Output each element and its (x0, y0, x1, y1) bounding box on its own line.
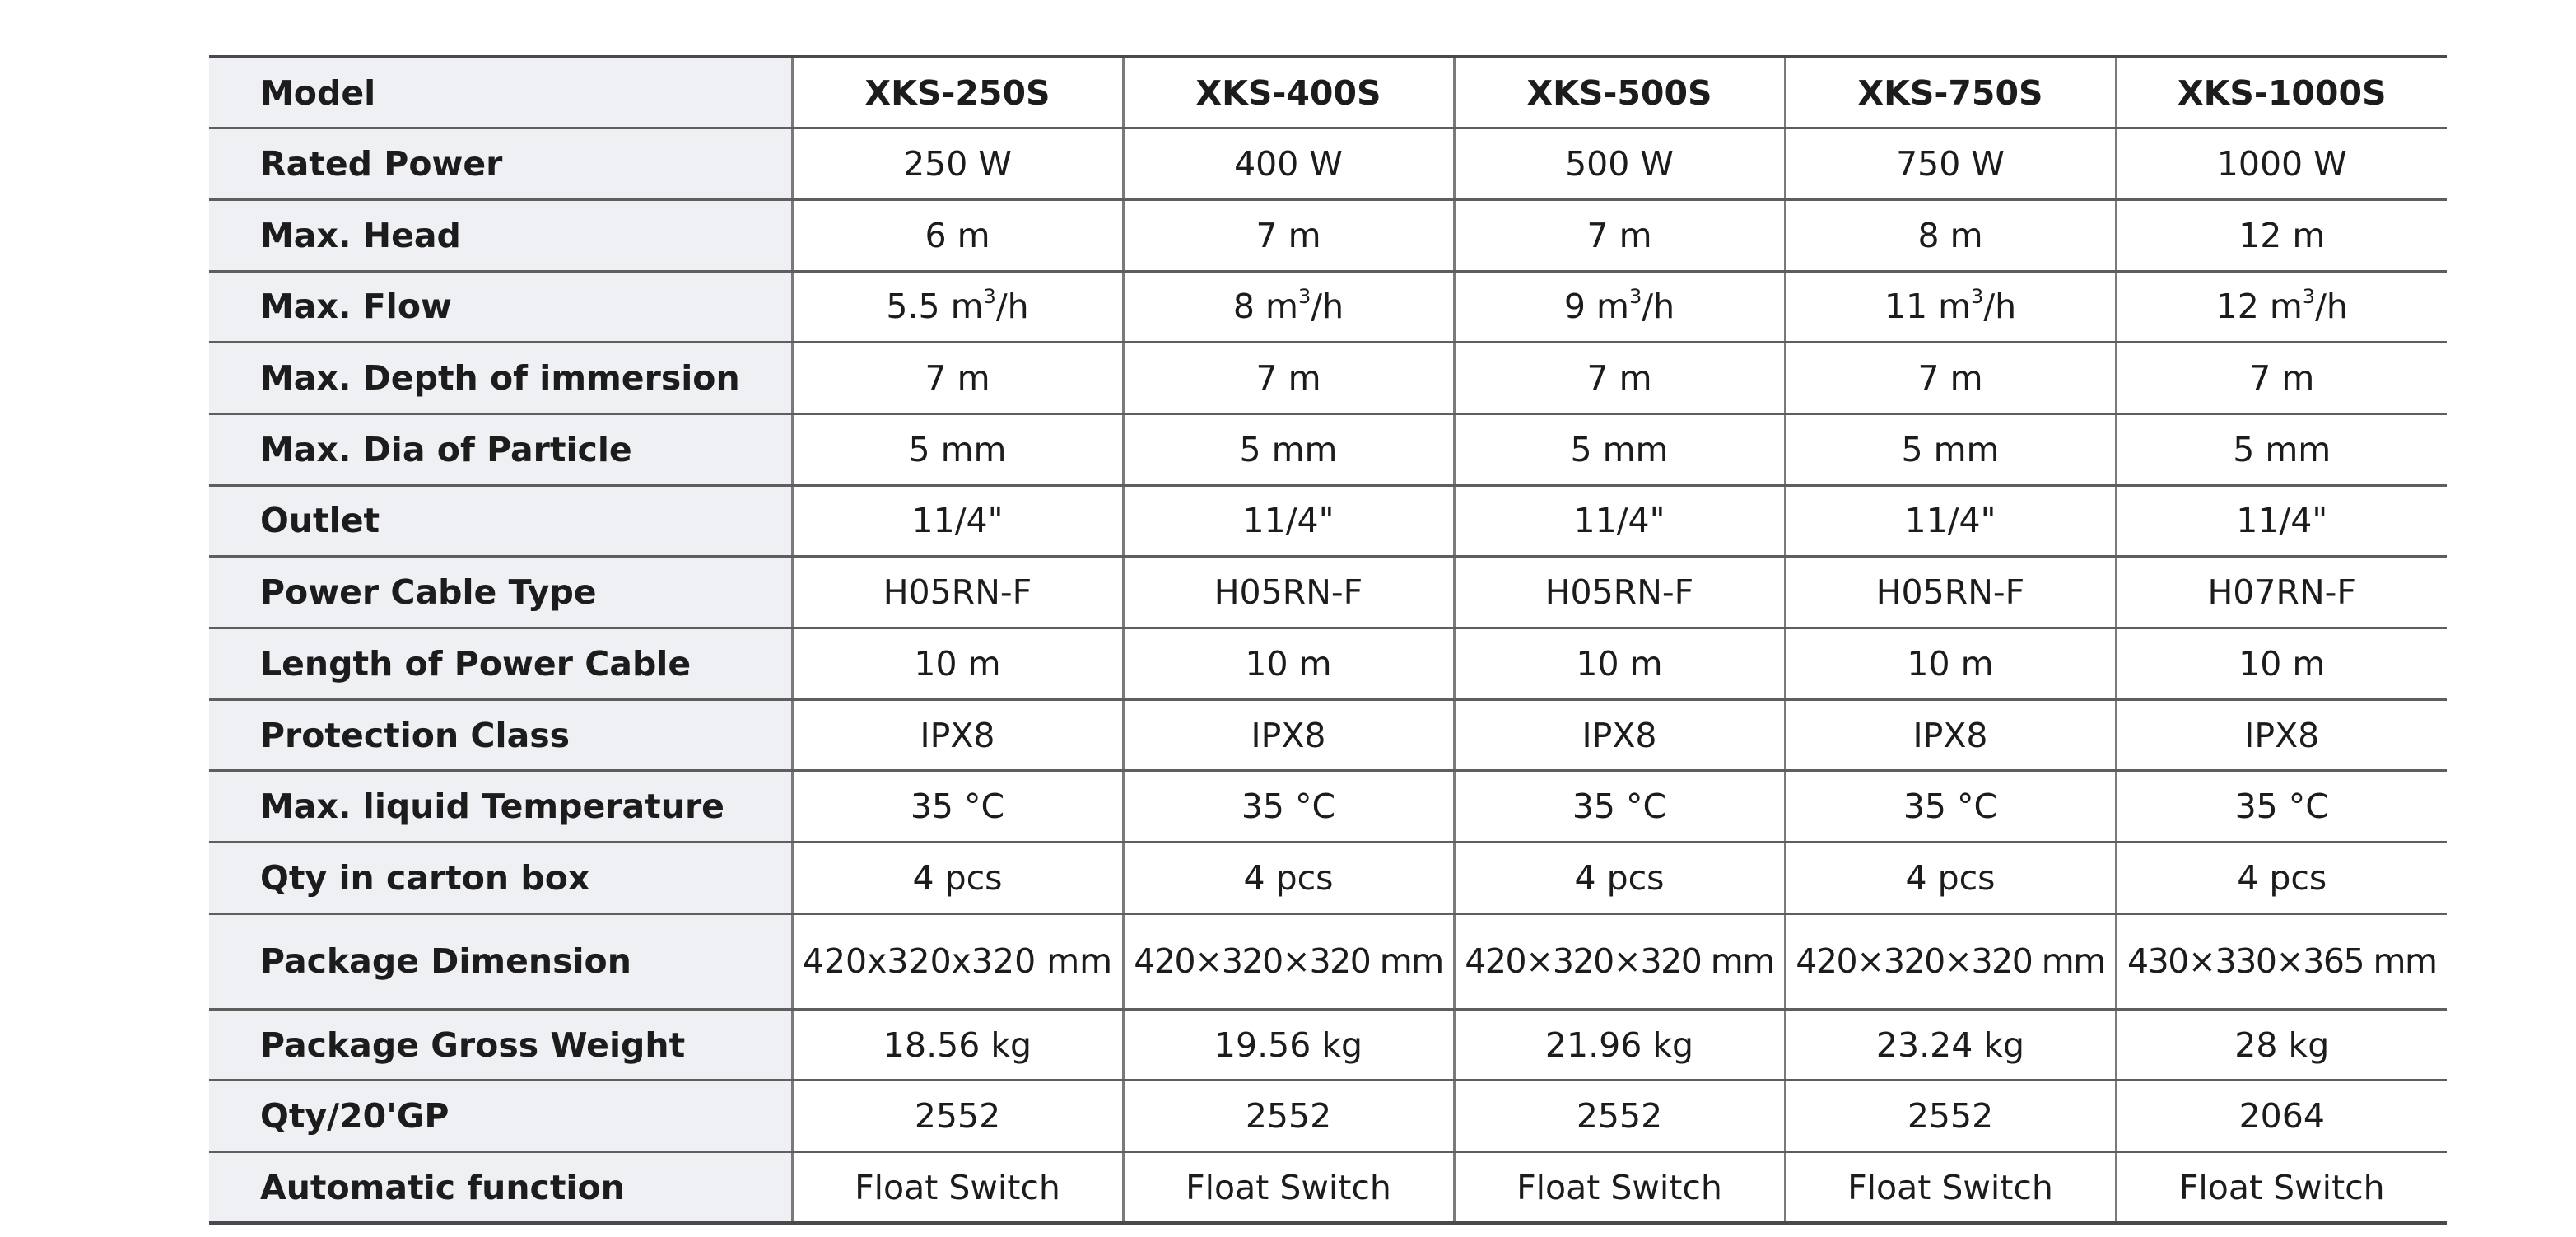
unit-suffix: /h (1983, 287, 2017, 327)
value-cell: 2064 (2116, 1081, 2447, 1152)
value-cell (1123, 271, 1454, 343)
row-label-cell: Automatic function (209, 1152, 792, 1224)
value-cell: 35 °C (1785, 771, 2116, 843)
table-row (209, 199, 2447, 271)
row-label-cell: Max. Depth of immersion (209, 343, 792, 414)
value-cell: 4 pcs (792, 843, 1123, 914)
model-header-cell: XKS-250S (792, 57, 1123, 128)
table-row (209, 771, 2447, 843)
value-cell: 250 W (792, 128, 1123, 200)
value-cell: 10 m (1123, 628, 1454, 700)
value-cell: 7 m (792, 343, 1123, 414)
value-cell: H05RN-F (1454, 557, 1785, 628)
row-label-cell: Package Dimension (209, 913, 792, 1009)
value-cell (1785, 271, 2116, 343)
spec-table-body (209, 57, 2447, 1223)
value-cell: IPX8 (1454, 699, 1785, 771)
value-cell: 420×320×320 mm (1123, 913, 1454, 1009)
table-row (209, 343, 2447, 414)
value-cell: 11/4" (2116, 485, 2447, 557)
value-cell: 10 m (1785, 628, 2116, 700)
row-label-cell: Qty/20'GP (209, 1081, 792, 1152)
row-label-cell: Max. liquid Temperature (209, 771, 792, 843)
value-cell: 7 m (1454, 343, 1785, 414)
value-cell: 2552 (1123, 1081, 1454, 1152)
value-cell: 4 pcs (1123, 843, 1454, 914)
value-cell: 7 m (1454, 199, 1785, 271)
value-cell: 5 mm (1785, 413, 2116, 485)
value-text: 5.5 m (886, 287, 984, 327)
value-cell: H05RN-F (792, 557, 1123, 628)
value-cell: 2552 (1454, 1081, 1785, 1152)
unit-suffix: /h (2315, 287, 2348, 327)
row-label-cell: Max. Head (209, 199, 792, 271)
value-cell: 11/4" (1123, 485, 1454, 557)
value-cell: 35 °C (1123, 771, 1454, 843)
value-cell: 400 W (1123, 128, 1454, 200)
model-header-cell: XKS-500S (1454, 57, 1785, 128)
value-cell: 7 m (1785, 343, 2116, 414)
value-cell: Float Switch (1454, 1152, 1785, 1224)
value-cell: 420×320×320 mm (1454, 913, 1785, 1009)
model-header-cell: XKS-750S (1785, 57, 2116, 128)
unit-suffix: /h (1642, 287, 1675, 327)
table-row (209, 843, 2447, 914)
unit-superscript: 3 (2302, 284, 2316, 308)
value-cell (1454, 271, 1785, 343)
table-row (209, 1152, 2447, 1224)
value-text: 9 m (1563, 287, 1629, 327)
unit-superscript: 3 (1628, 284, 1642, 308)
value-cell: IPX8 (1123, 699, 1454, 771)
value-cell: 4 pcs (1454, 843, 1785, 914)
value-cell (792, 271, 1123, 343)
spec-table (209, 55, 2447, 1225)
header-label-cell: Model (209, 57, 792, 128)
value-cell: 28 kg (2116, 1009, 2447, 1081)
value-cell: 2552 (1785, 1081, 2116, 1152)
value-cell: Float Switch (792, 1152, 1123, 1224)
model-header-cell: XKS-400S (1123, 57, 1454, 128)
value-cell (2116, 271, 2447, 343)
value-cell: 19.56 kg (1123, 1009, 1454, 1081)
value-cell: 8 m (1785, 199, 2116, 271)
value-cell: 5 mm (1454, 413, 1785, 485)
value-cell: 5 mm (2116, 413, 2447, 485)
value-text: 8 m (1232, 287, 1298, 327)
table-row (209, 913, 2447, 1009)
row-label-cell: Max. Dia of Particle (209, 413, 792, 485)
value-text: 12 m (2215, 287, 2303, 327)
unit-superscript: 3 (983, 284, 996, 308)
value-cell: IPX8 (2116, 699, 2447, 771)
value-cell: 430×330×365 mm (2116, 913, 2447, 1009)
table-row (209, 557, 2447, 628)
value-cell: Float Switch (2116, 1152, 2447, 1224)
value-cell: 10 m (1454, 628, 1785, 700)
value-cell: 11/4" (1454, 485, 1785, 557)
table-row (209, 628, 2447, 700)
unit-superscript: 3 (1971, 284, 1984, 308)
value-cell: 11/4" (1785, 485, 2116, 557)
table-header-row (209, 57, 2447, 128)
value-cell: 18.56 kg (792, 1009, 1123, 1081)
table-row (209, 699, 2447, 771)
value-cell: 7 m (2116, 343, 2447, 414)
value-cell: 21.96 kg (1454, 1009, 1785, 1081)
row-label-cell: Protection Class (209, 699, 792, 771)
value-cell: H05RN-F (1785, 557, 2116, 628)
table-row (209, 271, 2447, 343)
value-cell: 500 W (1454, 128, 1785, 200)
value-cell: 420x320x320 mm (792, 913, 1123, 1009)
row-label-cell: Rated Power (209, 128, 792, 200)
value-cell: 4 pcs (2116, 843, 2447, 914)
value-cell: Float Switch (1785, 1152, 2116, 1224)
row-label-cell: Package Gross Weight (209, 1009, 792, 1081)
value-cell: 6 m (792, 199, 1123, 271)
table-row (209, 485, 2447, 557)
value-cell: 7 m (1123, 343, 1454, 414)
unit-suffix: /h (1311, 287, 1344, 327)
row-label-cell: Qty in carton box (209, 843, 792, 914)
unit-suffix: /h (995, 287, 1029, 327)
value-cell: H07RN-F (2116, 557, 2447, 628)
value-cell: 35 °C (2116, 771, 2447, 843)
value-cell: 35 °C (1454, 771, 1785, 843)
value-cell: 5 mm (792, 413, 1123, 485)
table-row (209, 1009, 2447, 1081)
value-text: 11 m (1884, 287, 1972, 327)
model-header-cell: XKS-1000S (2116, 57, 2447, 128)
value-cell: 4 pcs (1785, 843, 2116, 914)
row-label-cell: Outlet (209, 485, 792, 557)
value-cell: Float Switch (1123, 1152, 1454, 1224)
table-row (209, 1081, 2447, 1152)
value-cell: 23.24 kg (1785, 1009, 2116, 1081)
row-label-cell: Max. Flow (209, 271, 792, 343)
value-cell: 420×320×320 mm (1785, 913, 2116, 1009)
value-cell: 7 m (1123, 199, 1454, 271)
row-label-cell: Power Cable Type (209, 557, 792, 628)
value-cell: 750 W (1785, 128, 2116, 200)
value-cell: 10 m (2116, 628, 2447, 700)
table-row (209, 128, 2447, 200)
value-cell: 11/4" (792, 485, 1123, 557)
value-cell: 10 m (792, 628, 1123, 700)
value-cell: 12 m (2116, 199, 2447, 271)
value-cell: 1000 W (2116, 128, 2447, 200)
table-row (209, 413, 2447, 485)
value-cell: IPX8 (1785, 699, 2116, 771)
value-cell: 5 mm (1123, 413, 1454, 485)
row-label-cell: Length of Power Cable (209, 628, 792, 700)
value-cell: IPX8 (792, 699, 1123, 771)
value-cell: 35 °C (792, 771, 1123, 843)
value-cell: 2552 (792, 1081, 1123, 1152)
unit-superscript: 3 (1297, 284, 1311, 308)
value-cell: H05RN-F (1123, 557, 1454, 628)
